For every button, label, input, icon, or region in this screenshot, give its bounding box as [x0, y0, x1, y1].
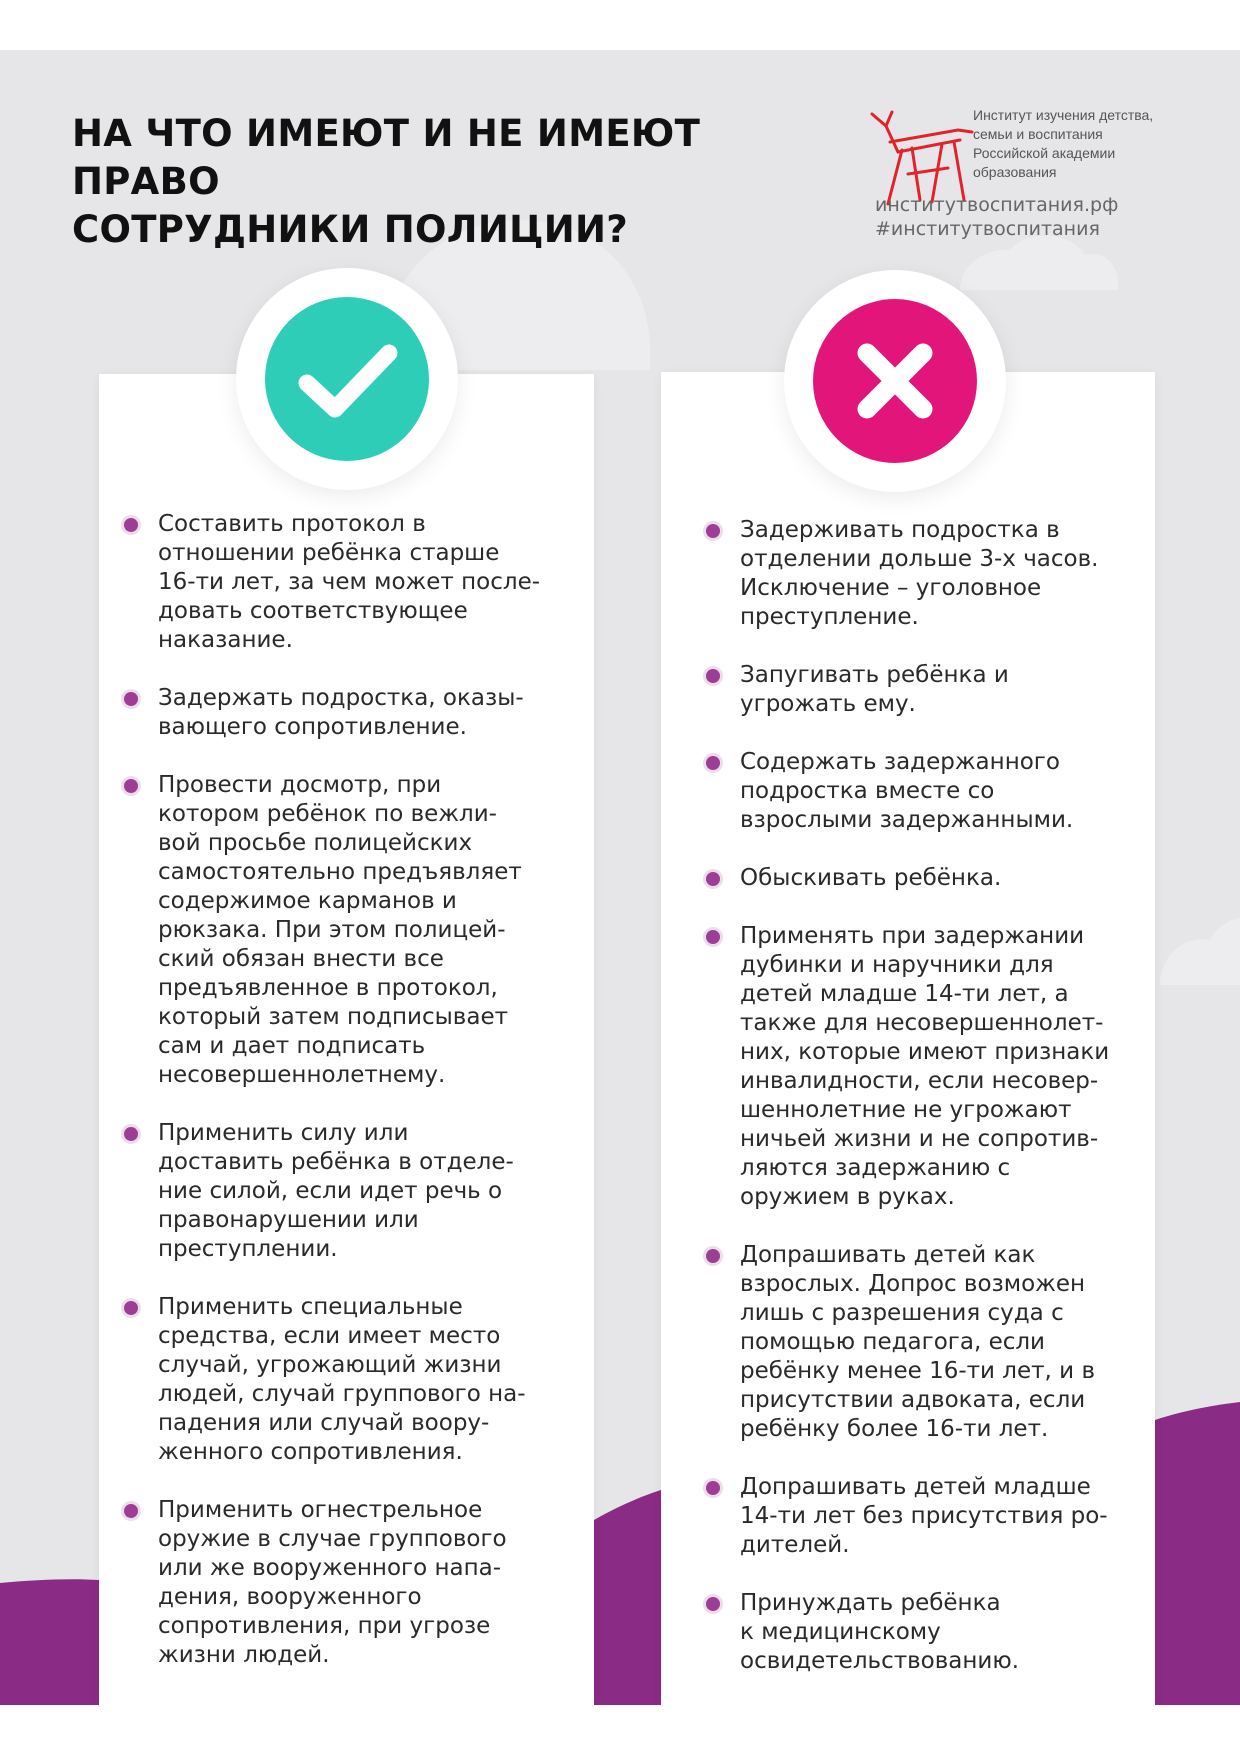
bullet-icon [124, 692, 138, 706]
bullet-icon [124, 779, 138, 793]
list-item-text: Принуждать ребёнка к медицинскому освидетельствованию. [740, 1590, 1020, 1674]
list-item-text: Провести досмотр, при котором ребёнок по вежли- вой просьбе полицейских самостоятельно предъявляет содержимое карманов и рюкзака. При этом полицей- ский обязан внести все предъявленное в протокол, который затем подписывает сам и дает подписать несовершеннолетнему. [158, 772, 522, 1088]
site-info [875, 193, 1215, 241]
checkmark-icon [265, 297, 429, 461]
bullet-icon [706, 872, 720, 886]
list-item [702, 661, 1142, 719]
org-name-line: Российской академии [973, 145, 1116, 161]
list-item-text: Содержать задержанного подростка вместе со взрослыми задержанными. [740, 749, 1074, 833]
bullet-icon [706, 1597, 720, 1611]
purple-wave-right [1155, 1402, 1240, 1705]
list-item [120, 684, 570, 742]
forbidden-badge-circle [813, 299, 977, 463]
bullet-icon [124, 518, 138, 532]
list-item-text: Запугивать ребёнка и угрожать ему. [740, 662, 1009, 717]
list-item [702, 1473, 1142, 1560]
poster [0, 50, 1240, 1705]
bullet-icon [706, 524, 720, 538]
forbidden-badge [784, 270, 1006, 492]
cross-icon [813, 299, 977, 463]
site-url: институтвоспитания.рф [875, 194, 1119, 216]
hashtag: #институтвоспитания [875, 218, 1100, 240]
list-item [702, 864, 1142, 893]
list-item [120, 1119, 570, 1264]
allowed-list [120, 510, 570, 1699]
list-item [120, 510, 570, 655]
purple-wave-left [0, 1579, 99, 1705]
bullet-icon [706, 669, 720, 683]
list-item [120, 771, 570, 1090]
bullet-icon [124, 1504, 138, 1518]
list-item-text: Допрашивать детей младше 14-ти лет без присутствия ро- дителей. [740, 1474, 1108, 1558]
list-item-text: Составить протокол в отношении ребёнка старше 16-ти лет, за чем может после- довать соответствующее наказание. [158, 511, 541, 653]
title-line: СОТРУДНИКИ ПОЛИЦИИ? [72, 208, 629, 251]
org-name-line: семьи и воспитания [973, 126, 1103, 142]
cloud-shape [960, 236, 1118, 290]
list-item [702, 1589, 1142, 1676]
list-item [702, 748, 1142, 835]
organization-name [973, 106, 1183, 182]
bullet-icon [706, 1481, 720, 1495]
list-item-text: Допрашивать детей как взрослых. Допрос возможен лишь с разрешения суда с помощью педагога, если ребёнку менее 16-ти лет, и в присутствии адвоката, если ребёнку более 16-ти лет. [740, 1242, 1095, 1442]
list-item [120, 1496, 570, 1670]
list-item-text: Задерживать подростка в отделении дольше 3-х часов. Исключение – уголовное преступление. [740, 517, 1099, 630]
list-item-text: Применить огнестрельное оружие в случае группового или же вооруженного напа- дения, вооруженного сопротивления, при угрозе жизни людей. [158, 1497, 507, 1668]
allowed-badge [236, 268, 458, 490]
purple-wave-middle [594, 1490, 661, 1705]
cloud-shape [1160, 918, 1240, 985]
bullet-icon [706, 1249, 720, 1263]
org-name-line: Институт изучения детства, [973, 107, 1154, 123]
bullet-icon [706, 756, 720, 770]
list-item-text: Обыскивать ребёнка. [740, 865, 1002, 891]
page-title [72, 110, 852, 254]
allowed-badge-circle [265, 297, 429, 461]
list-item-text: Задержать подростка, оказы- вающего сопротивление. [158, 685, 524, 740]
list-item-text: Применить специальные средства, если имеет место случай, угрожающий жизни людей, случай группового на- падения или случай воору- женного сопротивления. [158, 1294, 526, 1465]
bullet-icon [124, 1301, 138, 1315]
list-item [702, 1241, 1142, 1444]
list-item-text: Применить силу или доставить ребёнка в отделе- ние силой, если идет речь о правонарушении или преступлении. [158, 1120, 514, 1262]
bullet-icon [706, 930, 720, 944]
bullet-icon [124, 1127, 138, 1141]
org-name-line: образования [973, 164, 1057, 180]
list-item [702, 922, 1142, 1212]
list-item [120, 1293, 570, 1467]
title-line: НА ЧТО ИМЕЮТ И НЕ ИМЕЮТ ПРАВО [72, 112, 701, 203]
forbidden-list [702, 516, 1142, 1705]
list-item [702, 516, 1142, 632]
list-item-text: Применять при задержании дубинки и наручники для детей младше 14-ти лет, а также для несовершеннолет- них, которые имеют признаки инвалидности, если несовер- шеннолетние не угрожают ничьей жизни и не сопротив- ляются задержанию с оружием в руках. [740, 923, 1110, 1210]
